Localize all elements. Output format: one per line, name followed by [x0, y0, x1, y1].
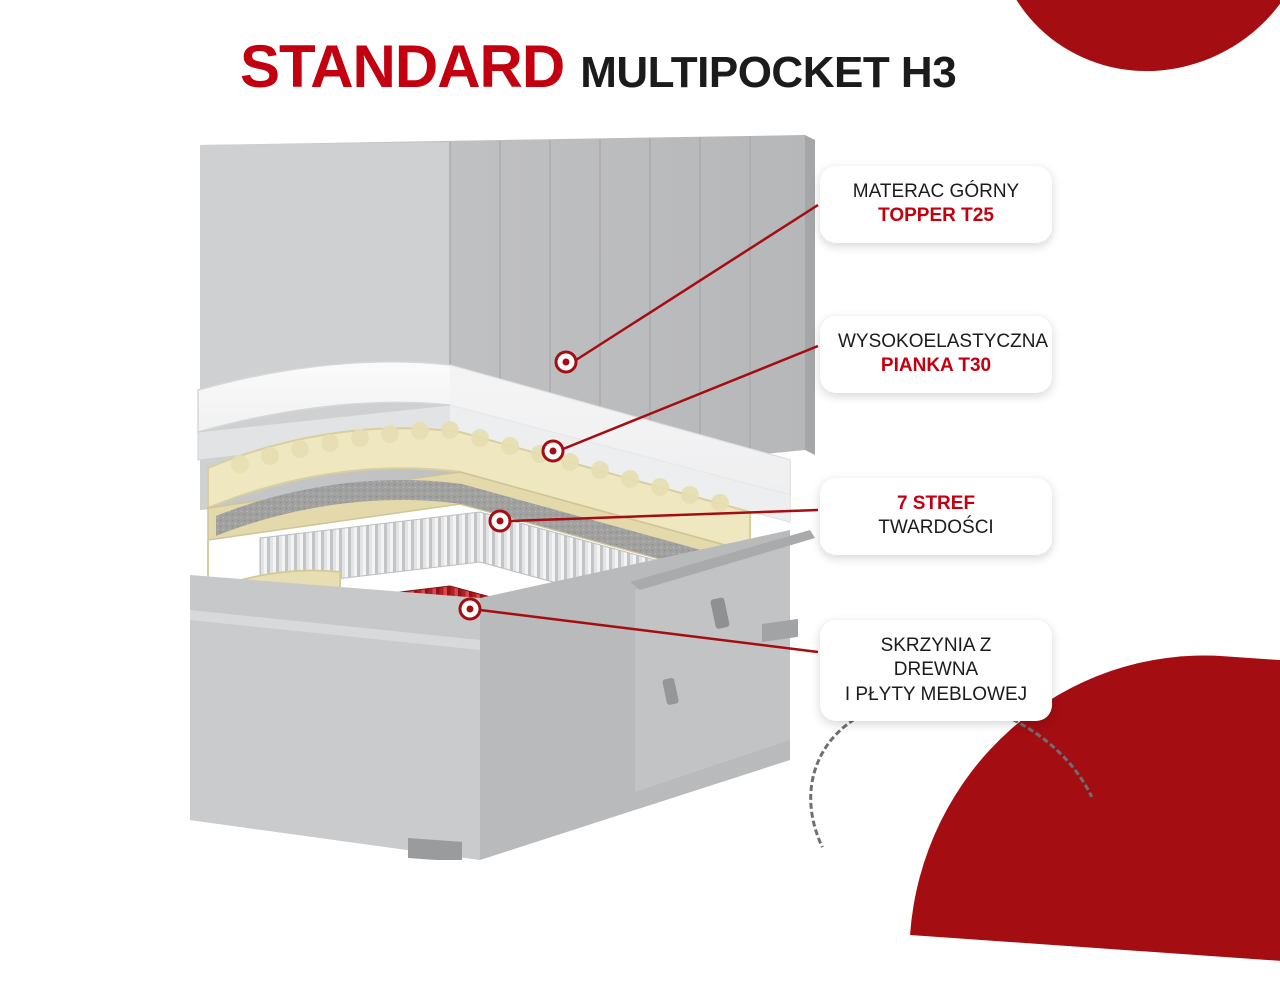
callout-zones	[820, 478, 1052, 555]
decorative-swoosh-top	[991, 0, 1280, 86]
title-main: STANDARD	[240, 33, 565, 100]
callout-topper	[820, 166, 1052, 243]
callout-topper-line1: MATERAC GÓRNY	[852, 181, 1020, 202]
page-title	[240, 32, 956, 101]
callout-foam-line1: WYSOKOELASTYCZNA	[838, 331, 1049, 352]
callout-topper-line2: TOPPER T25	[878, 205, 994, 227]
product-illustration	[150, 120, 850, 860]
box-front-face	[190, 610, 480, 860]
callout-zones-line2: TWARDOŚCI	[878, 517, 994, 539]
callout-zones-line1: 7 STREF	[896, 493, 976, 514]
callout-box-line2: I PŁYTY MEBLOWEJ	[844, 683, 1028, 705]
callout-foam	[820, 316, 1052, 393]
callout-box	[820, 620, 1052, 721]
callout-box-line1: SKRZYNIA Z DREWNA	[880, 635, 992, 681]
callout-foam-line2: PIANKA T30	[880, 355, 992, 377]
title-sub: MULTIPOCKET H3	[580, 48, 957, 97]
